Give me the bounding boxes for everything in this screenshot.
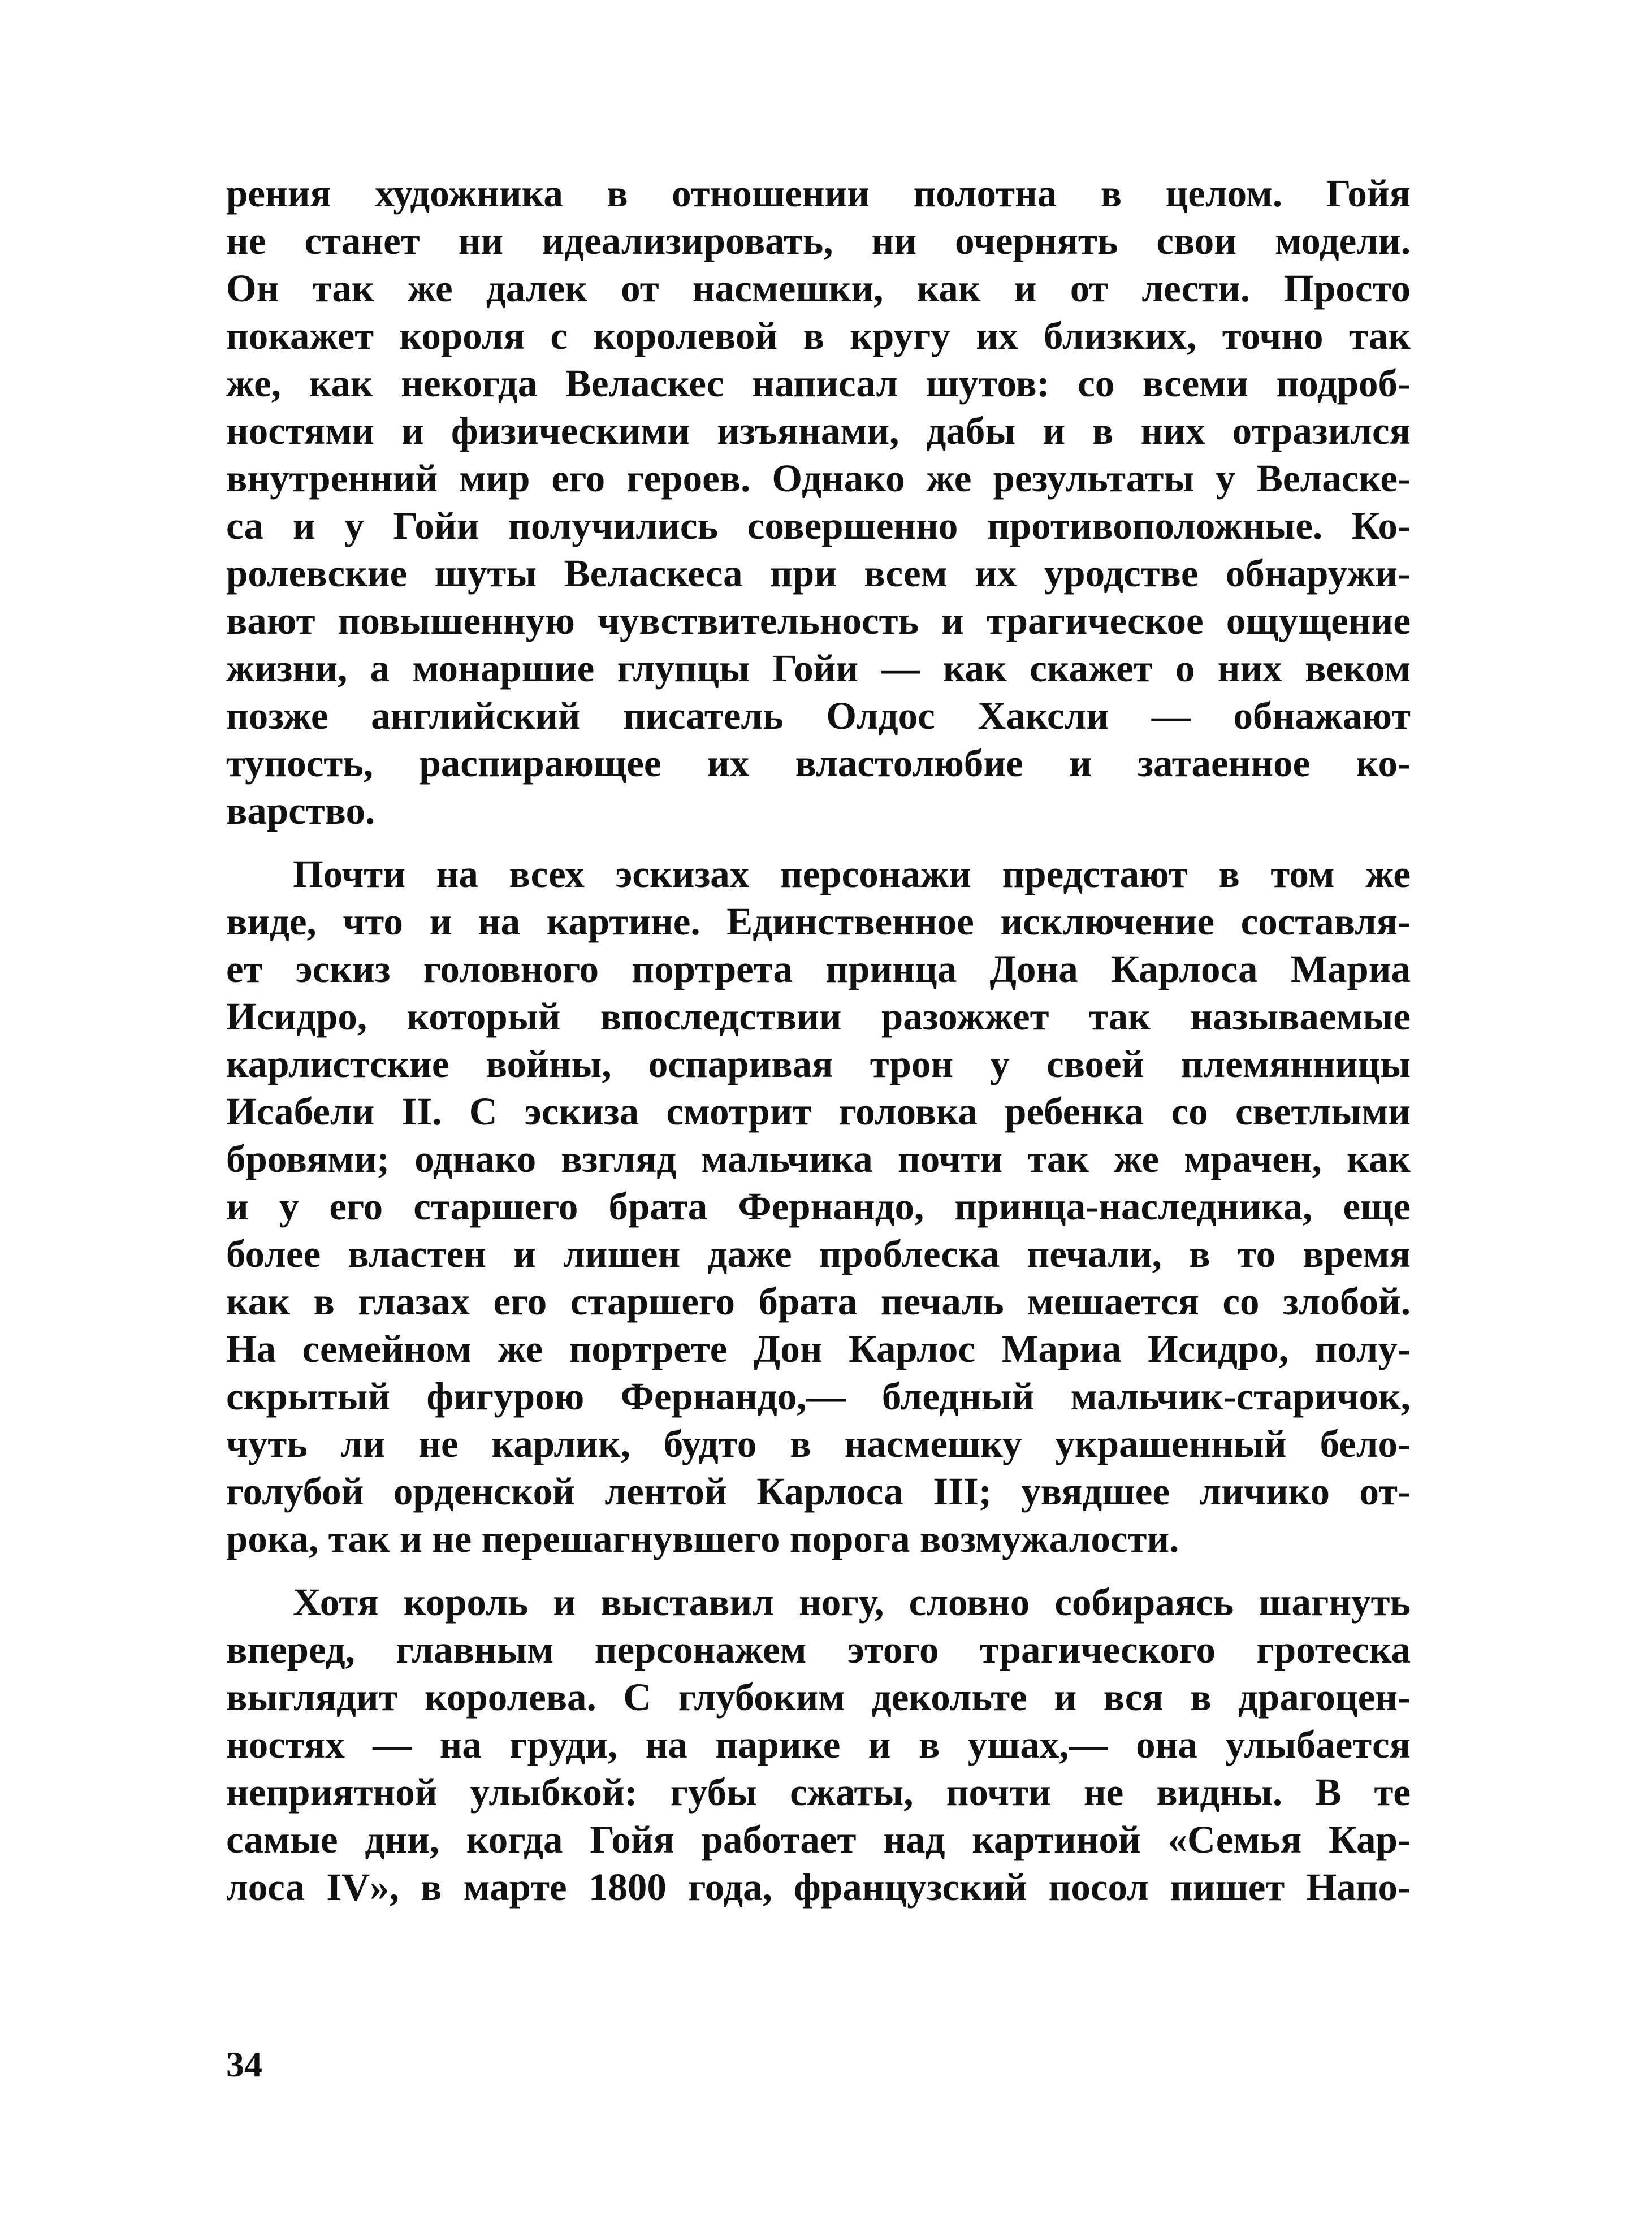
text-line: покажет короля с королевой в кругу их близких, точно так	[226, 314, 1411, 357]
text-line: ностях — на груди, на парике и в ушах,— она улыбается	[226, 1723, 1411, 1766]
text-line: карлистские войны, оспаривая трон у своей племянницы	[226, 1042, 1411, 1085]
text-line: вперед, главным персонажем этого трагического гротеска	[226, 1628, 1411, 1671]
text-line: На семейном же портрете Дон Карлос Мариа Исидро, полу-	[226, 1327, 1411, 1370]
text-line: Хотя король и выставил ногу, словно собираясь шагнуть	[293, 1581, 1411, 1624]
text-line: самые дни, когда Гойя работает над картиной «Семья Кар-	[226, 1818, 1411, 1861]
text-line: выглядит королева. С глубоким декольте и вся в драгоцен-	[226, 1676, 1411, 1719]
text-line: тупость, распирающее их властолюбие и затаенное ко-	[226, 742, 1411, 785]
text-line: варство.	[226, 789, 375, 832]
page-number: 34	[226, 2044, 262, 2084]
text-line: са и у Гойи получились совершенно противоположные. Ко-	[226, 504, 1411, 547]
text-line: ет эскиз головного портрета принца Дона Карлоса Мариа	[226, 947, 1411, 990]
text-line: голубой орденской лентой Карлоса III; увядшее личико от-	[226, 1470, 1411, 1513]
text-line: и у его старшего брата Фернандо, принца-наследника, еще	[226, 1185, 1411, 1228]
text-line: Он так же далек от насмешки, как и от лести. Просто	[226, 267, 1411, 310]
text-line: Исабели II. С эскиза смотрит головка ребенка со светлыми	[226, 1090, 1411, 1133]
text-line: виде, что и на картине. Единственное исключение составля-	[226, 900, 1411, 943]
text-line: не станет ни идеализировать, ни очернять свои модели.	[226, 219, 1411, 262]
text-line: вают повышенную чувствительность и трагическое ощущение	[226, 599, 1411, 642]
text-line: позже английский писатель Олдос Хаксли — обнажают	[226, 694, 1411, 737]
text-line: внутренний мир его героев. Однако же результаты у Веласке-	[226, 457, 1411, 500]
text-line: неприятной улыбкой: губы сжаты, почти не видны. В те	[226, 1771, 1411, 1814]
body-text	[226, 170, 1411, 1911]
text-line: лоса IV», в марте 1800 года, французский посол пишет Напо-	[226, 1866, 1411, 1909]
text-line: скрытый фигурою Фернандо,— бледный мальчик-старичок,	[226, 1375, 1411, 1418]
text-line: бровями; однако взгляд мальчика почти так же мрачен, как	[226, 1137, 1411, 1180]
paragraph-1	[226, 170, 1411, 834]
text-line: чуть ли не карлик, будто в насмешку украшенный бело-	[226, 1422, 1411, 1465]
text-line: рока, так и не перешагнувшего порога возмужалости.	[226, 1517, 1179, 1560]
text-line: более властен и лишен даже проблеска печали, в то время	[226, 1232, 1411, 1275]
text-line: Почти на всех эскизах персонажи предстают в том же	[293, 853, 1411, 895]
text-line: Исидро, который впоследствии разожжет так называемые	[226, 995, 1411, 1038]
text-line: жизни, а монаршие глупцы Гойи — как скажет о них веком	[226, 647, 1411, 690]
text-line: ролевские шуты Веласкеса при всем их уродстве обнаружи-	[226, 552, 1411, 595]
paragraph-3	[226, 1578, 1411, 1911]
paragraph-2	[226, 850, 1411, 1563]
text-line: ностями и физическими изъянами, дабы и в них отразился	[226, 409, 1411, 452]
text-line: же, как некогда Веласкес написал шутов: со всеми подроб-	[226, 362, 1411, 405]
text-line: рения художника в отношении полотна в целом. Гойя	[226, 172, 1411, 215]
text-line: как в глазах его старшего брата печаль мешается со злобой.	[226, 1280, 1411, 1323]
